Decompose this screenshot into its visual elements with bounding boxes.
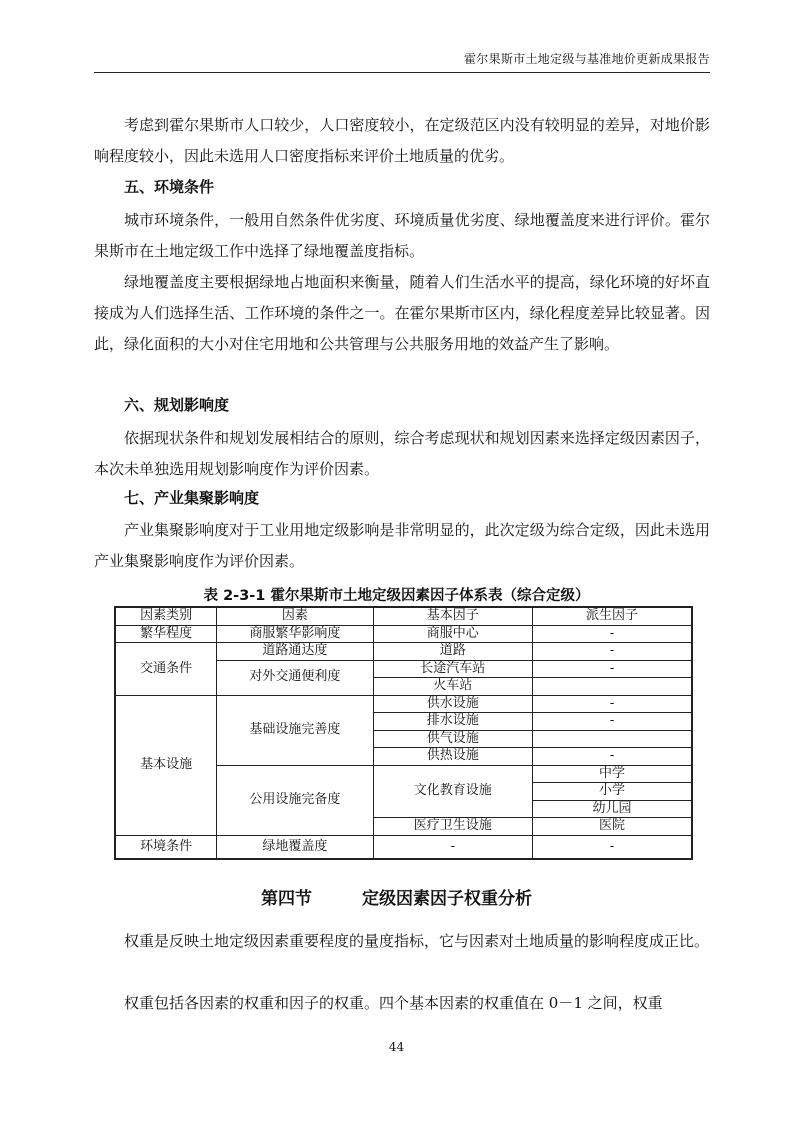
table-cell [533, 678, 692, 696]
page-number: 44 [388, 1040, 405, 1054]
heading-industry: 七、产业集聚影响度 [124, 489, 260, 507]
table-cell: 交通条件 [115, 643, 217, 696]
table-cell: 供水设施 [373, 695, 532, 713]
factor-table [114, 606, 693, 860]
table-cell: 基础设施完善度 [217, 695, 373, 765]
table-cell: 幼儿园 [533, 800, 692, 818]
header-rule [94, 72, 710, 73]
table-cell [533, 730, 692, 748]
table-cell: 商服繁华影响度 [217, 625, 373, 643]
table-cell: 绿地覆盖度 [217, 835, 373, 859]
table-cell: 对外交通便利度 [217, 660, 373, 695]
paragraph-environment: 城市环境条件，一般用自然条件优劣度、环境质量优劣度、绿地覆盖度来进行评价。霍尔果斯市在土地定级工作中选择了绿地覆盖度指标。 [94, 211, 710, 260]
heading-planning: 六、规划影响度 [124, 396, 230, 414]
table-caption: 表 2-3-1 霍尔果斯市土地定级因素因子体系表（综合定级） [203, 588, 590, 604]
table-cell: 火车站 [373, 678, 532, 696]
section-number: 第四节 [261, 889, 312, 909]
running-header: 霍尔果斯市土地定级与基准地价更新成果报告 [463, 52, 710, 66]
paragraph-weight-definition: 权重是反映土地定级因素重要程度的量度指标，它与因素对土地质量的影响程度成正比。 [124, 932, 710, 950]
paragraph-industry: 产业集聚影响度对于工业用地定级影响是非常明显的，此次定级为综合定级，因此未选用产业集聚影响度作为评价因素。 [94, 521, 710, 570]
table-header-cell: 派生因子 [533, 607, 692, 625]
paragraph-planning: 依据现状条件和规划发展相结合的原则，综合考虑现状和规划因素来选择定级因素因子，本次未单独选用规划影响度作为评价因素。 [94, 429, 710, 478]
table-row [115, 835, 692, 859]
section-heading [0, 884, 793, 909]
table-cell: 道路 [373, 643, 532, 661]
table-header-row [115, 607, 692, 625]
table-row [115, 625, 692, 643]
table-cell: 基本设施 [115, 695, 217, 835]
paragraph-population: 考虑到霍尔果斯市人口较少，人口密度较小，在定级范区内没有较明显的差异，对地价影响程度较小，因此未选用人口密度指标来评价土地质量的优劣。 [94, 116, 710, 165]
table-cell: 公用设施完备度 [217, 765, 373, 835]
table-cell: - [533, 625, 692, 643]
table-cell: 医院 [533, 818, 692, 836]
table-cell: 医疗卫生设施 [373, 818, 532, 836]
table-cell: 道路通达度 [217, 643, 373, 661]
table-cell: 长途汽车站 [373, 660, 532, 678]
table-cell: 小学 [533, 783, 692, 801]
table-cell: - [533, 713, 692, 731]
heading-environment: 五、环境条件 [124, 178, 215, 196]
table-cell: - [533, 748, 692, 766]
table-cell: 供气设施 [373, 730, 532, 748]
table-cell: 排水设施 [373, 713, 532, 731]
table-cell: 文化教育设施 [373, 765, 532, 818]
table-cell: 中学 [533, 765, 692, 783]
table-cell: - [533, 835, 692, 859]
table-cell: - [533, 695, 692, 713]
table-cell: 供热设施 [373, 748, 532, 766]
table-cell: 商服中心 [373, 625, 532, 643]
table-row [115, 643, 692, 661]
table-header-cell: 因素 [217, 607, 373, 625]
table-cell: - [533, 643, 692, 661]
table-header-cell: 基本因子 [373, 607, 532, 625]
table-row [115, 695, 692, 713]
table-cell: 繁华程度 [115, 625, 217, 643]
paragraph-weight-types: 权重包括各因素的权重和因子的权重。四个基本因素的权重值在 0－1 之间，权重 [124, 994, 663, 1012]
table-cell: - [533, 660, 692, 678]
table-cell: - [373, 835, 532, 859]
section-title: 定级因素因子权重分析 [362, 889, 532, 909]
table-cell: 环境条件 [115, 835, 217, 859]
paragraph-greenland: 绿地覆盖度主要根据绿地占地面积来衡量，随着人们生活水平的提高，绿化环境的好坏直接成为人们选择生活、工作环境的条件之一。在霍尔果斯市区内，绿化程度差异比较显著。因此，绿化面积的大小对住宅用地和公共管理与公共服务用地的效益产生了影响。 [94, 273, 710, 353]
table-header-cell: 因素类别 [115, 607, 217, 625]
